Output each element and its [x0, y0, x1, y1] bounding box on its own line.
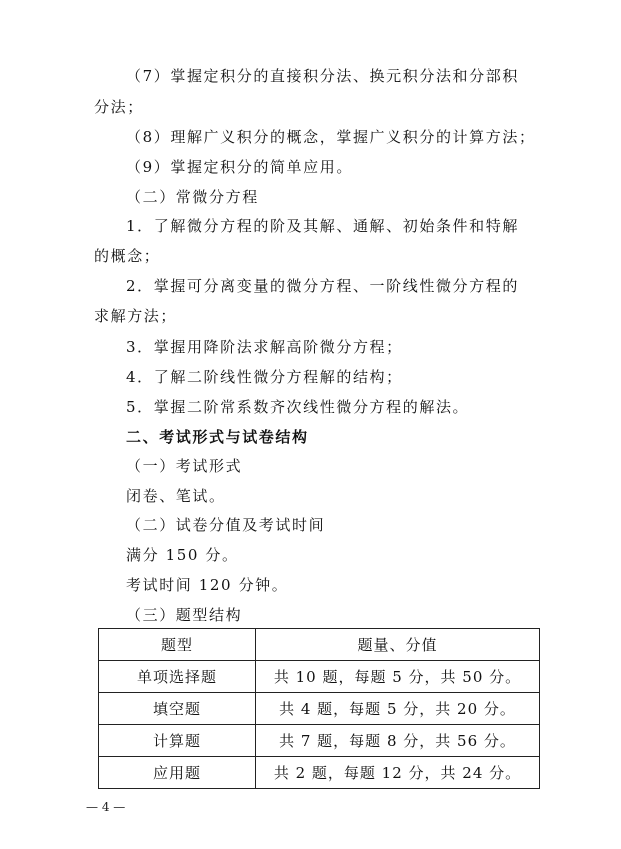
table-cell: 共 4 题，每题 5 分，共 20 分。: [256, 693, 540, 725]
paragraph-line: 考试时间 120 分钟。: [126, 576, 289, 594]
table-cell: 应用题: [99, 757, 256, 789]
table-header-cell: 题型: [99, 629, 256, 661]
table-cell: 共 2 题，每题 12 分，共 24 分。: [256, 757, 540, 789]
subsection-heading: （二）常微分方程: [126, 188, 259, 206]
page-number: — 4 —: [86, 800, 126, 814]
table-header-row: [99, 629, 540, 661]
paragraph-line: 1．了解微分方程的阶及其解、通解、初始条件和特解: [126, 217, 519, 235]
question-type-table: [98, 628, 540, 789]
paragraph-line: （7）掌握定积分的直接积分法、换元积分法和分部积: [126, 67, 519, 85]
paragraph-line: 求解方法；: [94, 307, 178, 325]
paragraph-line: （8）理解广义积分的概念，掌握广义积分的计算方法；: [126, 128, 536, 146]
table-row: [99, 725, 540, 757]
section-heading: 二、考试形式与试卷结构: [126, 428, 309, 446]
subsection-heading: （二）试卷分值及考试时间: [126, 516, 326, 534]
paragraph-line: 2．掌握可分离变量的微分方程、一阶线性微分方程的: [126, 277, 519, 295]
paragraph-line: 的概念；: [94, 247, 161, 265]
paragraph-line: 闭卷、笔试。: [126, 487, 226, 505]
table-cell: 填空题: [99, 693, 256, 725]
table-row: [99, 693, 540, 725]
paragraph-line: （9）掌握定积分的简单应用。: [126, 158, 353, 176]
subsection-heading: （一）考试形式: [126, 457, 243, 475]
table-cell: 共 10 题，每题 5 分，共 50 分。: [256, 661, 540, 693]
table-header-cell: 题量、分值: [256, 629, 540, 661]
paragraph-line: 分法；: [94, 98, 144, 116]
paragraph-line: 满分 150 分。: [126, 546, 239, 564]
table-cell: 计算题: [99, 725, 256, 757]
paragraph-line: 5．掌握二阶常系数齐次线性微分方程的解法。: [126, 398, 470, 416]
table-cell: 单项选择题: [99, 661, 256, 693]
paragraph-line: 4．了解二阶线性微分方程解的结构；: [126, 368, 403, 386]
subsection-heading: （三）题型结构: [126, 606, 243, 624]
table-row: [99, 661, 540, 693]
table-cell: 共 7 题，每题 8 分，共 56 分。: [256, 725, 540, 757]
table-row: [99, 757, 540, 789]
paragraph-line: 3．掌握用降阶法求解高阶微分方程；: [126, 338, 403, 356]
